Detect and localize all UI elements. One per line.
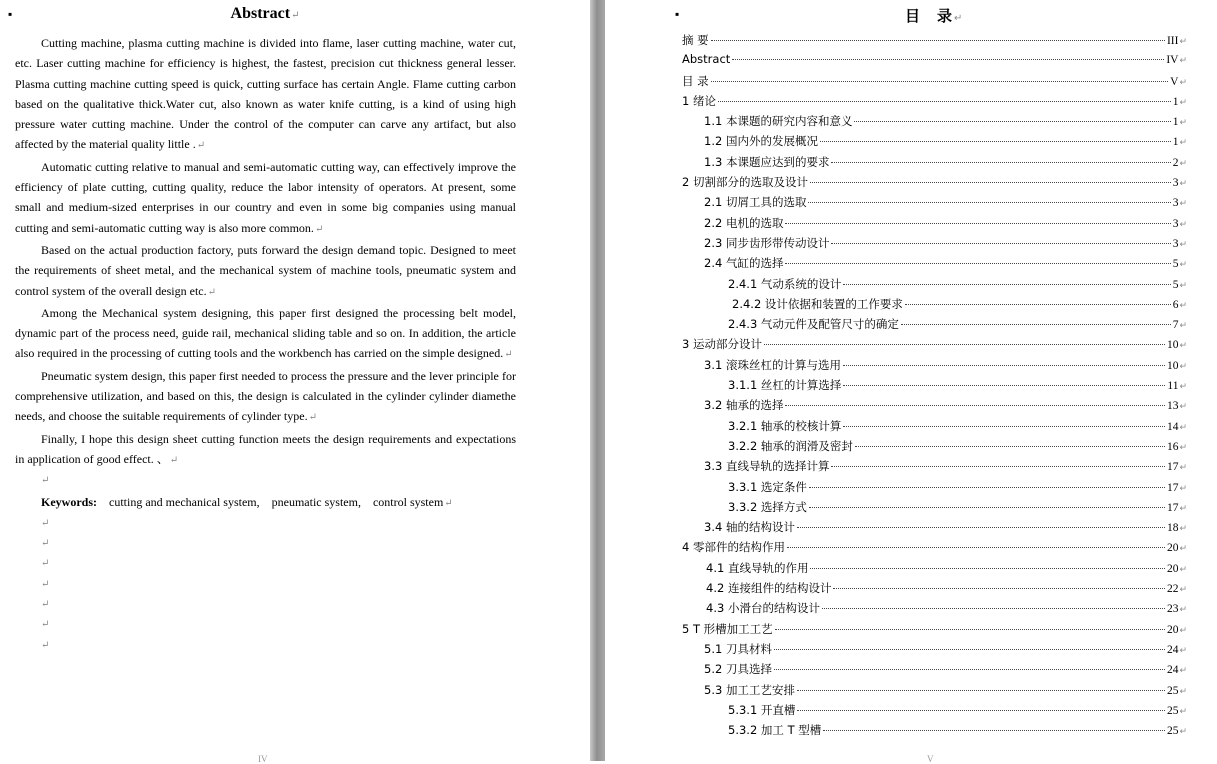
toc-entry-page: 5 [1172,278,1179,291]
toc-entry-page: IV [1166,54,1179,67]
paragraph-mark: ↵ [1179,564,1187,575]
paragraph-mark: ↵ [1179,442,1187,453]
toc-entry-page: 17 [1166,461,1179,474]
dot-leader [775,629,1165,630]
toc-entry-page: 20 [1166,623,1179,636]
paragraph-mark: ↵ [1179,239,1187,250]
dot-leader [831,162,1170,163]
toc-entry[interactable] [682,397,1187,417]
toc-entry-page: 3 [1172,237,1179,250]
toc-entry-page: 16 [1166,440,1179,453]
keyword: pneumatic system, [271,494,361,509]
paragraph-mark: ↵ [1179,280,1187,291]
paragraph-mark: ↵ [1179,686,1187,697]
keywords-line [15,492,516,514]
toc-entry[interactable] [682,235,1187,255]
toc-entry-page: 3 [1172,197,1179,210]
toc-entry-label: 1.3 本课题应达到的要求 [704,154,830,169]
toc-entry[interactable] [682,661,1187,681]
paragraph-mark: ↵ [314,223,324,235]
empty-paragraph-mark: ↵ [41,599,50,611]
paragraph-mark: ↵ [1179,544,1187,555]
dot-leader [833,588,1165,589]
paragraph-mark: ↵ [1179,300,1187,311]
toc-entry-page: 24 [1166,643,1179,656]
dot-leader [718,101,1171,102]
paragraph-mark: ↵ [504,349,513,361]
dot-leader [785,223,1170,224]
toc-entry-label: 3.1 滚珠丝杠的计算与选用 [704,357,841,372]
toc-entry-page: V [1170,75,1179,88]
toc-entry-label: 2.4.2 设计依据和装置的工作要求 [732,296,903,311]
dot-leader [901,324,1171,325]
toc-entry-label: 2.3 同步齿形带传动设计 [704,235,830,250]
toc-entry-page: 7 [1172,319,1179,332]
toc-entry-label: 2.2 电机的选取 [704,215,784,230]
toc-entry-label: 4.3 小滑台的结构设计 [706,601,820,616]
toc-title: 目 录↵ [905,7,964,25]
dot-leader [785,263,1170,264]
toc-entry-page: 22 [1166,583,1179,596]
dot-leader [764,344,1165,345]
paragraph-mark: ↵ [1179,422,1187,433]
toc-entry[interactable] [682,296,1187,316]
abstract-paragraph [15,366,516,429]
toc-entry-label: 摘 要 [682,33,709,47]
dot-leader [831,466,1165,467]
toc-entry-page: 17 [1166,481,1179,494]
toc-entry[interactable] [682,560,1187,580]
empty-paragraph-mark: ↵ [41,619,50,631]
paragraph-mark: ↵ [1179,666,1187,677]
empty-paragraph-mark: ↵ [41,578,50,590]
paragraph-mark: ↵ [444,497,453,509]
dot-leader [820,141,1171,142]
toc-entry[interactable] [682,154,1187,174]
toc-entry-label: 5.3 加工工艺安排 [704,682,795,697]
toc-entry-page: 1 [1172,116,1179,129]
dot-leader [797,690,1165,691]
list-bullet: ▪ [675,7,680,21]
toc-entry[interactable] [682,133,1187,153]
toc-entry-label: 4.1 直线导轨的作用 [706,560,809,575]
toc-entry-label: 3.2 轴承的选择 [704,398,784,413]
toc-entry-label: 1 绪论 [682,93,716,108]
toc-entry-label: 5.3.2 加工 T 型槽 [728,723,822,738]
abstract-page [0,0,590,764]
paragraph-text: Pneumatic system design, this paper first needed to process the pressure and the lever principle for comprehensive utilization, and based on this, the design is calculated in the cylinder cylinder diamethe needs, and choose the suitable requirements of cylinder type. [15,368,516,424]
toc-entry[interactable] [682,682,1187,702]
paragraph-mark: ↵ [1179,361,1187,372]
toc-entry-page: 10 [1166,359,1179,372]
page-number: IV [258,754,268,764]
toc-entry-page: 23 [1166,603,1179,616]
keywords-label: Keywords [41,494,93,509]
paragraph-mark: ↵ [1179,179,1187,190]
toc-entry[interactable] [682,73,1187,93]
paragraph-mark: ↵ [1179,503,1187,514]
paragraph-text: Automatic cutting relative to manual and semi-automatic cutting way, can effectively improve the efficiency of plate cutting, cutting quality, reduce the labor intensity of operators. At present, some small and medium-sized enterprises in our country and even in some big companies using manual cutting and semi-automatic cutting way is also more common. [15,159,516,235]
toc-entry-label: 2 切割部分的选取及设计 [682,175,808,190]
toc-entry-page: 11 [1167,380,1179,393]
toc-entry-page: 3 [1172,177,1179,190]
dot-leader [809,487,1165,488]
paragraph-mark: ↵ [1179,37,1187,47]
dot-leader [797,710,1165,711]
toc-entry[interactable] [682,93,1187,113]
toc-entry-label: 3.1.1 丝杠的计算选择 [728,378,842,393]
dot-leader [905,304,1171,305]
toc-entry-label: 5.3.1 开直槽 [728,702,796,717]
paragraph-mark: ↵ [1179,199,1187,210]
toc-entry-page: 20 [1166,542,1179,555]
paragraph-mark: ↵ [1179,97,1187,108]
paragraph-mark: ↵ [1179,77,1187,88]
empty-paragraph-mark: ↵ [41,558,50,570]
toc-entry-label: 3 运动部分设计 [682,337,762,352]
paragraph-mark: ↵ [1179,158,1187,169]
toc-entry[interactable] [682,458,1187,478]
paragraph-mark: ↵ [1179,625,1187,636]
paragraph-mark: ↵ [1179,260,1187,271]
dot-leader [774,669,1165,670]
paragraph-mark: ↵ [1179,56,1187,67]
toc-entry[interactable] [682,52,1187,72]
toc-entry[interactable] [682,276,1187,296]
dot-leader [854,121,1170,122]
empty-paragraph-mark: ↵ [41,639,50,651]
toc-entry-label: 3.2.2 轴承的润滑及密封 [728,438,853,453]
toc-entry-page: 1 [1172,95,1179,108]
toc-entry-page: 18 [1166,522,1179,535]
toc-entry-label: 2.4 气缸的选择 [704,256,784,271]
list-bullet: ▪ [8,7,13,21]
dot-leader [732,59,1164,60]
dot-leader [843,365,1165,366]
toc-entry[interactable] [682,377,1187,397]
dot-leader [843,284,1170,285]
paragraph-mark: ↵ [1179,321,1187,332]
dot-leader [797,527,1165,528]
toc-entry[interactable] [682,336,1187,356]
dot-leader [787,547,1165,548]
toc-entry-page: 25 [1166,725,1179,738]
toc-entry[interactable] [682,479,1187,499]
toc-entry[interactable] [682,438,1187,458]
abstract-title: Abstract↵ [230,5,300,22]
paragraph-text: Based on the actual production factory, puts forward the design demand topic. Designed to meet the requirements of sheet metal, and the mechanical system of machine tools, pneumatic system and control system of the overall design etc. [15,242,516,298]
toc-entry[interactable] [682,215,1187,235]
dot-leader [843,385,1165,386]
toc-entry-page: 6 [1172,298,1179,311]
toc-entry-label: 3.3 直线导轨的选择计算 [704,459,830,474]
toc-entry-page: 5 [1172,258,1179,271]
dot-leader [711,40,1165,41]
toc-entry-page: 10 [1166,339,1179,352]
toc-entry-page: 14 [1166,420,1179,433]
toc-entry[interactable] [682,113,1187,133]
dot-leader [711,81,1168,82]
paragraph-mark: ↵ [1179,524,1187,535]
dot-leader [843,426,1165,427]
abstract-paragraph [15,157,516,240]
dot-leader [809,507,1165,508]
toc-entry[interactable] [682,194,1187,214]
toc-entry[interactable] [682,519,1187,539]
paragraph-text: Finally, I hope this design sheet cutting function meets the design requirements and expectations in application of good effect. 、 [15,431,516,466]
paragraph-mark: ↵ [1179,341,1187,352]
toc-entry[interactable] [682,357,1187,377]
abstract-paragraph [15,303,516,366]
toc-entry[interactable] [682,621,1187,641]
empty-paragraph-mark: ↵ [41,517,50,529]
toc-entry-page: III [1166,35,1179,47]
toc-entry[interactable] [682,255,1187,275]
dot-leader [810,182,1171,183]
paragraph-mark: ↵ [1179,727,1187,738]
abstract-paragraph [15,33,516,157]
toc-entry-page: 24 [1166,664,1179,677]
paragraph-mark: ↵ [207,286,217,298]
toc-entry-label: 3.4 轴的结构设计 [704,520,795,535]
empty-paragraph-mark: ↵ [41,538,50,550]
abstract-body [15,33,516,656]
toc-entry[interactable] [682,499,1187,519]
abstract-paragraph [15,240,516,303]
toc-entry-page: 2 [1172,156,1179,169]
toc-entry-page: 25 [1166,684,1179,697]
paragraph-mark: ↵ [1179,219,1187,230]
paragraph-mark: ↵ [1179,382,1187,393]
toc-entry-page: 1 [1172,136,1179,149]
toc-entry-label: 4.2 连接组件的结构设计 [706,581,832,596]
toc-entry[interactable] [682,316,1187,336]
keyword: cutting and mechanical system, [109,494,260,509]
paragraph-mark: ↵ [1179,138,1187,149]
dot-leader [855,446,1165,447]
toc-entry-label: 3.3.2 选择方式 [728,499,807,514]
toc-entry-page: 13 [1166,400,1179,413]
toc-entry[interactable] [682,702,1187,722]
dot-leader [808,202,1170,203]
toc-entry-label: 1.1 本课题的研究内容和意义 [704,114,853,129]
paragraph-mark: ↵ [1179,585,1187,596]
paragraph-mark: ↵ [1179,483,1187,494]
toc-entry-label: 3.3.1 选定条件 [728,479,807,494]
toc-entry-label: 4 零部件的结构作用 [682,540,785,555]
toc-entry-label: 1.2 国内外的发展概况 [704,134,818,149]
abstract-paragraph [15,429,516,472]
keyword: control system [372,494,444,509]
dot-leader [822,608,1165,609]
toc-entry[interactable] [682,722,1187,742]
paragraph-text: Cutting machine, plasma cutting machine is divided into flame, laser cutting machine, water cut, etc. Laser cutting machine for efficiency is highest, the fastest, precision cut thickness general lesser. Plasma cutting machine cutting speed is quick, cutting surface has certain Angle. Flame cutting carbon based on the qualitative thick.Water cut, also known as water knife cutting, is a kind of using high pressure water cutting machine. Under the control of the computer can carve any artifact, but also affected by the material quality little . [15,36,516,152]
paragraph-text: Among the Mechanical system designing, this paper first designed the processing belt model, dynamic part of the process need, guide rail, mechanical sliding table and so on. In addition, the article also required in the processing of cutting tools and the workbench has carried on the simple designed. [15,305,516,361]
empty-paragraph-mark: ↵ [41,475,50,487]
toc-entry-label: 5.1 刀具材料 [704,641,772,656]
toc-entry-label: 2.4.3 气动元件及配管尺寸的确定 [728,317,899,332]
toc-entry-label: 5 T 形槽加工工艺 [682,621,773,636]
toc-entry-page: 3 [1172,217,1179,230]
toc-entry[interactable] [682,580,1187,600]
paragraph-mark: ↵ [169,454,179,466]
page-divider [590,0,605,761]
page-number: V [927,754,934,764]
keywords-colon: : [93,494,97,509]
toc-entry-page: 17 [1166,501,1179,514]
paragraph-mark: ↵ [1179,645,1187,656]
toc-entry[interactable] [682,600,1187,620]
toc-page [605,0,1217,764]
paragraph-mark: ↵ [1179,402,1187,413]
paragraph-mark: ↵ [1179,706,1187,717]
dot-leader [823,730,1165,731]
toc-entry-page: 20 [1166,562,1179,575]
toc-entry-label: 目 录 [682,73,709,88]
toc-entry-label: 2.1 切屑工具的选取 [704,195,807,210]
toc-entry-label: Abstract [682,52,731,67]
toc-entry-page: 25 [1166,704,1179,717]
toc-entry[interactable] [682,418,1187,438]
toc-entry[interactable] [682,641,1187,661]
paragraph-mark: ↵ [196,140,206,152]
toc-entry-label: 3.2.1 轴承的校核计算 [728,418,842,433]
dot-leader [774,649,1165,650]
dot-leader [831,243,1170,244]
toc-entry-label: 2.4.1 气动系统的设计 [728,276,842,291]
paragraph-mark: ↵ [1179,605,1187,616]
paragraph-mark: ↵ [308,412,317,424]
toc-entry[interactable] [682,174,1187,194]
paragraph-mark: ↵ [1179,463,1187,474]
dot-leader [810,568,1165,569]
toc-entry[interactable] [682,539,1187,559]
table-of-contents [682,32,1187,742]
dot-leader [785,405,1165,406]
toc-entry-label: 5.2 刀具选择 [704,662,772,677]
paragraph-mark: ↵ [1179,118,1187,129]
toc-entry[interactable] [682,32,1187,52]
